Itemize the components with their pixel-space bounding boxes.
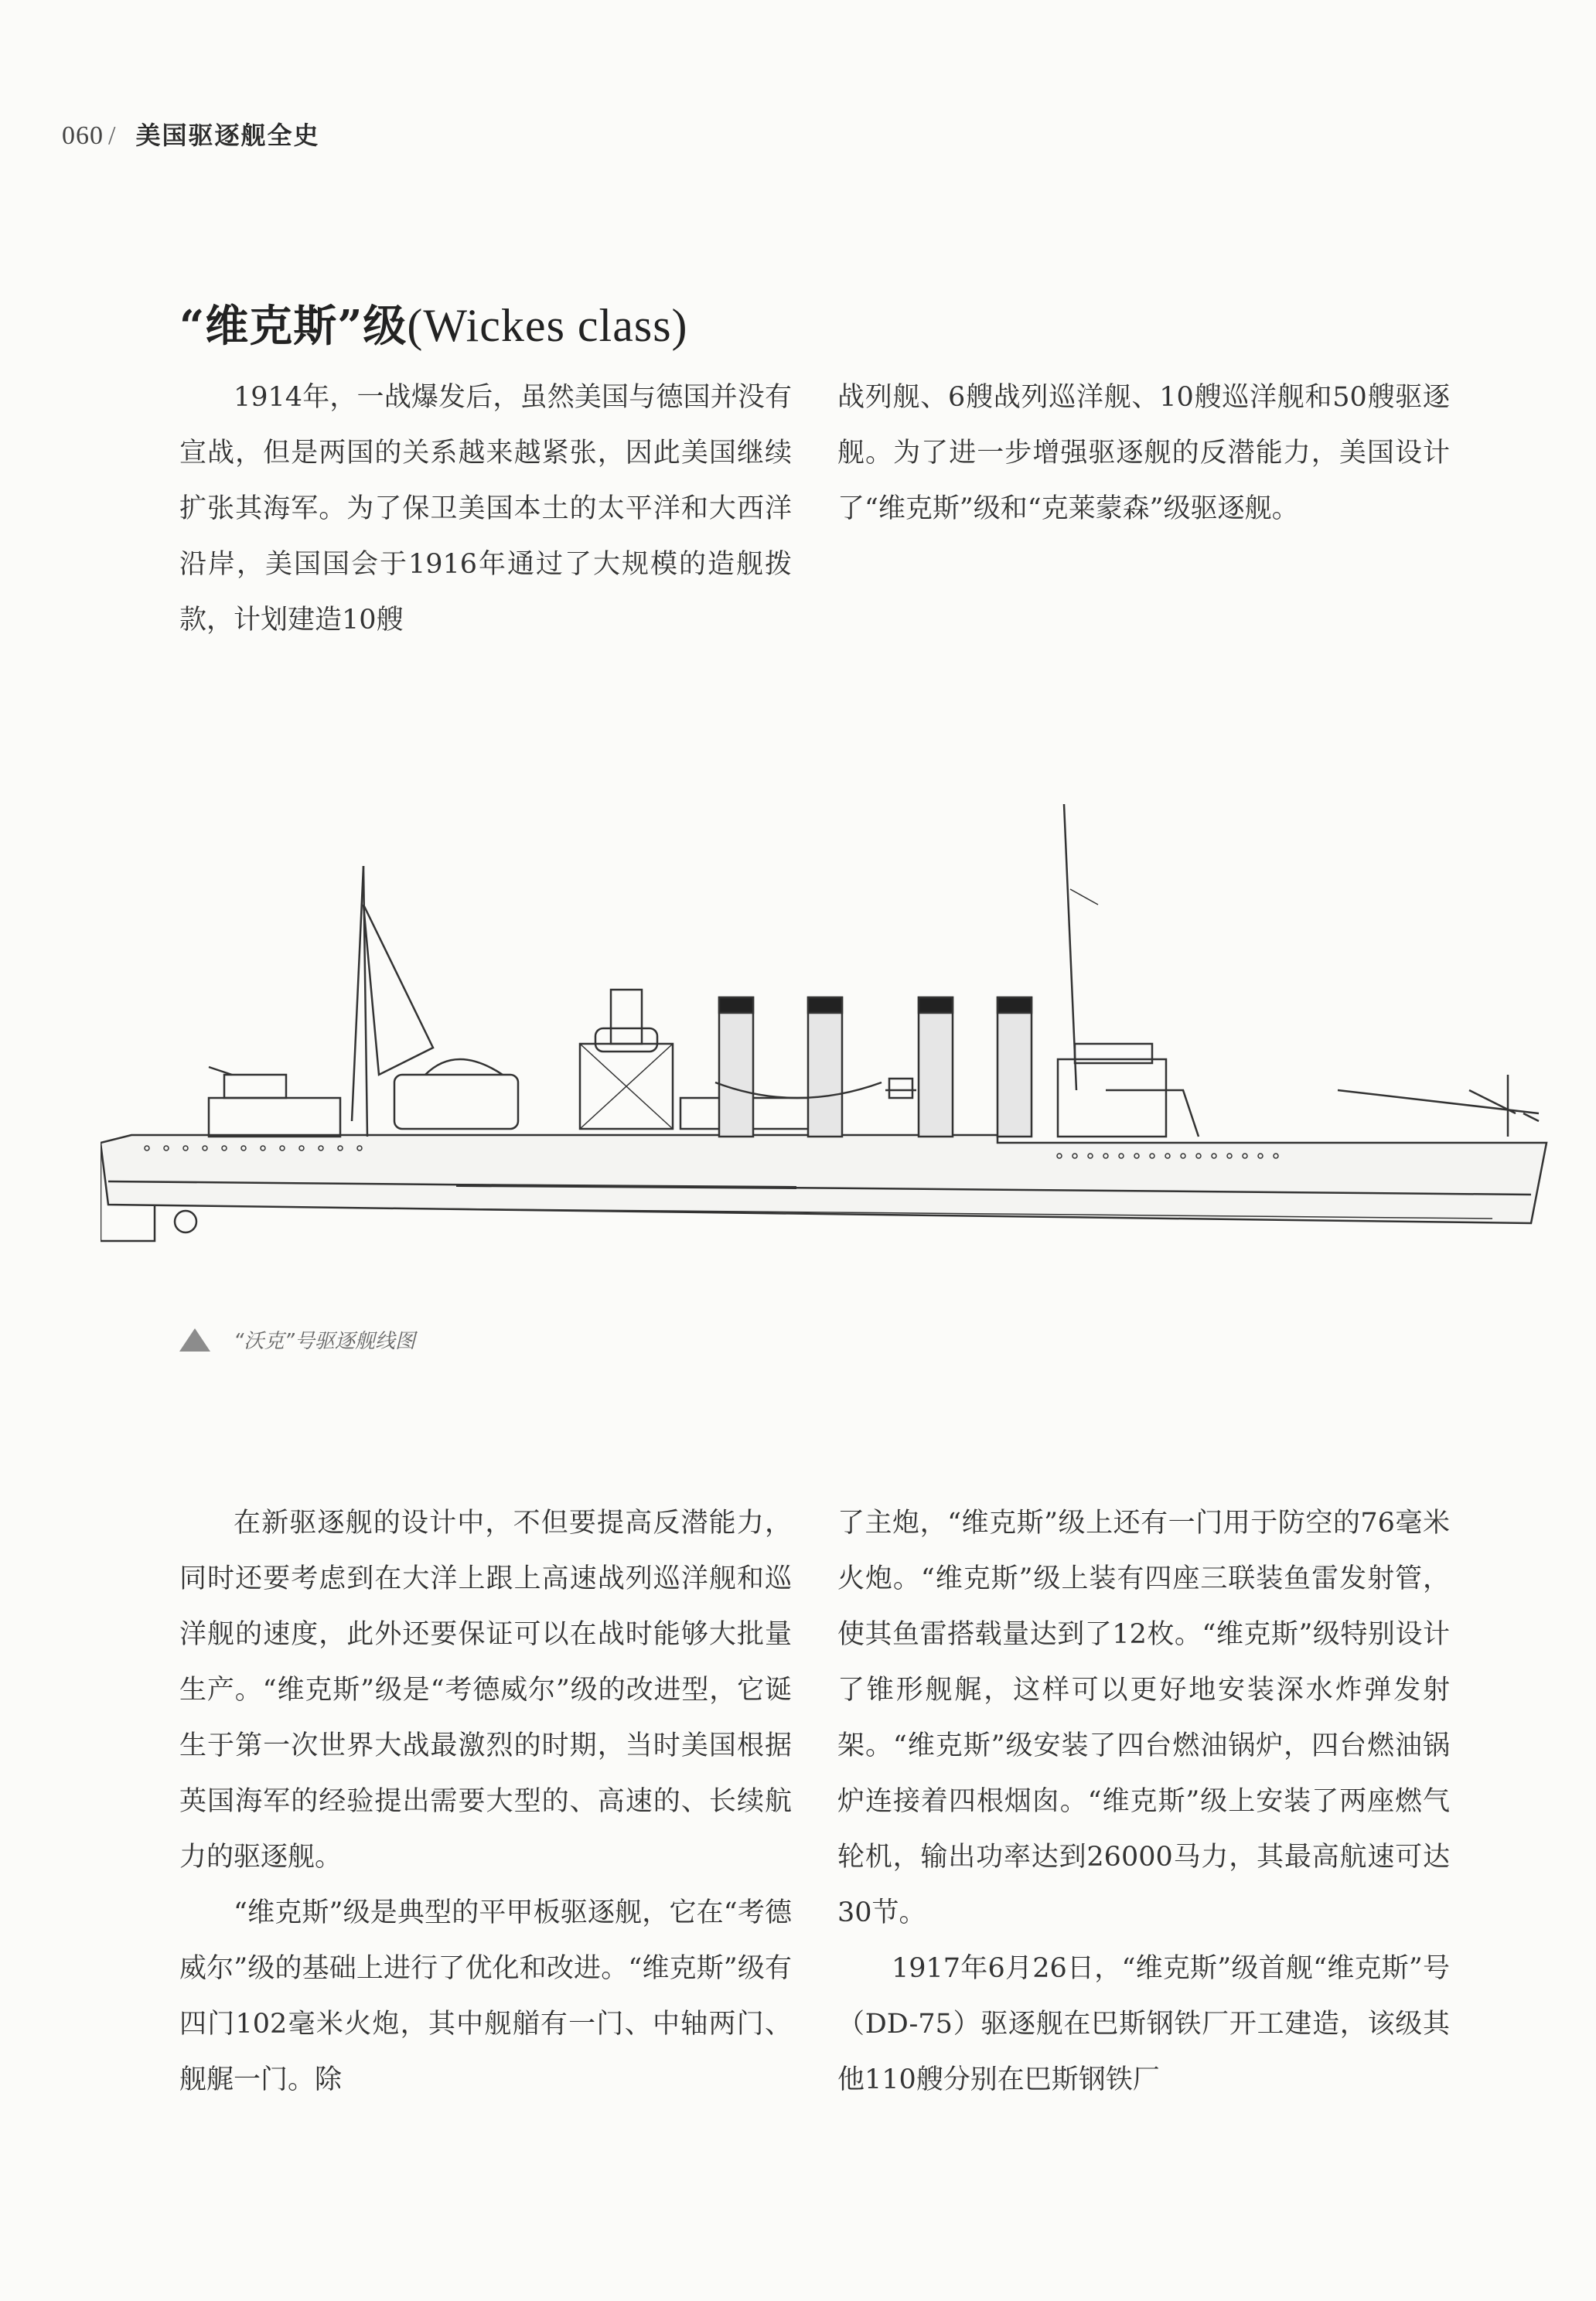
figure-caption (179, 1325, 415, 1354)
body-paragraph-2: “维克斯”级是典型的平甲板驱逐舰，它在“考德威尔”级的基础上进行了优化和改进。“维克斯”级有四门102毫米火炮，其中舰艏有一门、中轴两门、舰艉一门。除 (179, 1897, 792, 2095)
body-paragraph-4: 1917年6月26日，“维克斯”级首舰“维克斯”号（DD-75）驱逐舰在巴斯钢铁厂开工建造，该级其他110艘分别在巴斯钢铁厂 (837, 1953, 1450, 2095)
body-paragraph-1: 在新驱逐舰的设计中，不但要提高反潜能力，同时还要考虑到在大洋上跟上高速战列巡洋舰和巡洋舰的速度，此外还要保证可以在战时能够大批量生产。“维克斯”级是“考德威尔”级的改进型，它诞生于第一次世界大战最激烈的时期，当时美国根据英国海军的经验提出需要大型的、高速的、长续航力的驱逐舰。 (179, 1508, 792, 1873)
body-paragraph-3: 了主炮，“维克斯”级上还有一门用于防空的76毫米火炮。“维克斯”级上装有四座三联装鱼雷发射管，使其鱼雷搭载量达到了12枚。“维克斯”级特别设计了锥形舰艉，这样可以更好地安装深水炸弹发射架。“维克斯”级安装了四台燃油锅炉，四台燃油锅炉连接着四根烟囱。“维克斯”级上安装了两座燃气轮机，输出功率达到26000马力，其最高航速可达30节。 (837, 1508, 1450, 1928)
ship-line-drawing (101, 750, 1554, 1276)
page-number: 060 (62, 121, 104, 150)
book-title: 美国驱逐舰全史 (135, 121, 320, 150)
intro-paragraph-continued: 战列舰、6艘战列巡洋舰、10艘巡洋舰和50艘驱逐舰。为了进一步增强驱逐舰的反潜能力，美国设计了“维克斯”级和“克莱蒙森”级驱逐舰。 (837, 382, 1450, 524)
intro-paragraph: 1914年，一战爆发后，虽然美国与德国并没有宣战，但是两国的关系越来越紧张，因此美国继续扩张其海军。为了保卫美国本土的太平洋和大西洋沿岸，美国国会于1916年通过了大规模的造舰拨款，计划建造10艘 (179, 382, 792, 636)
destroyer-profile-illustration (101, 750, 1554, 1276)
header-separator: / (108, 121, 116, 150)
running-header (62, 116, 319, 162)
figure-caption-text: “沃克”号驱逐舰线图 (234, 1330, 415, 1353)
body-left-column (179, 1495, 792, 2253)
body-right-column (837, 1495, 1450, 2253)
section-title-en: (Wickes class) (407, 300, 688, 351)
section-title (179, 292, 688, 354)
triangle-marker-icon (179, 1328, 210, 1352)
intro-left-column (179, 370, 792, 656)
section-title-cn: “维克斯”级 (179, 301, 408, 352)
intro-right-column (837, 370, 1450, 602)
